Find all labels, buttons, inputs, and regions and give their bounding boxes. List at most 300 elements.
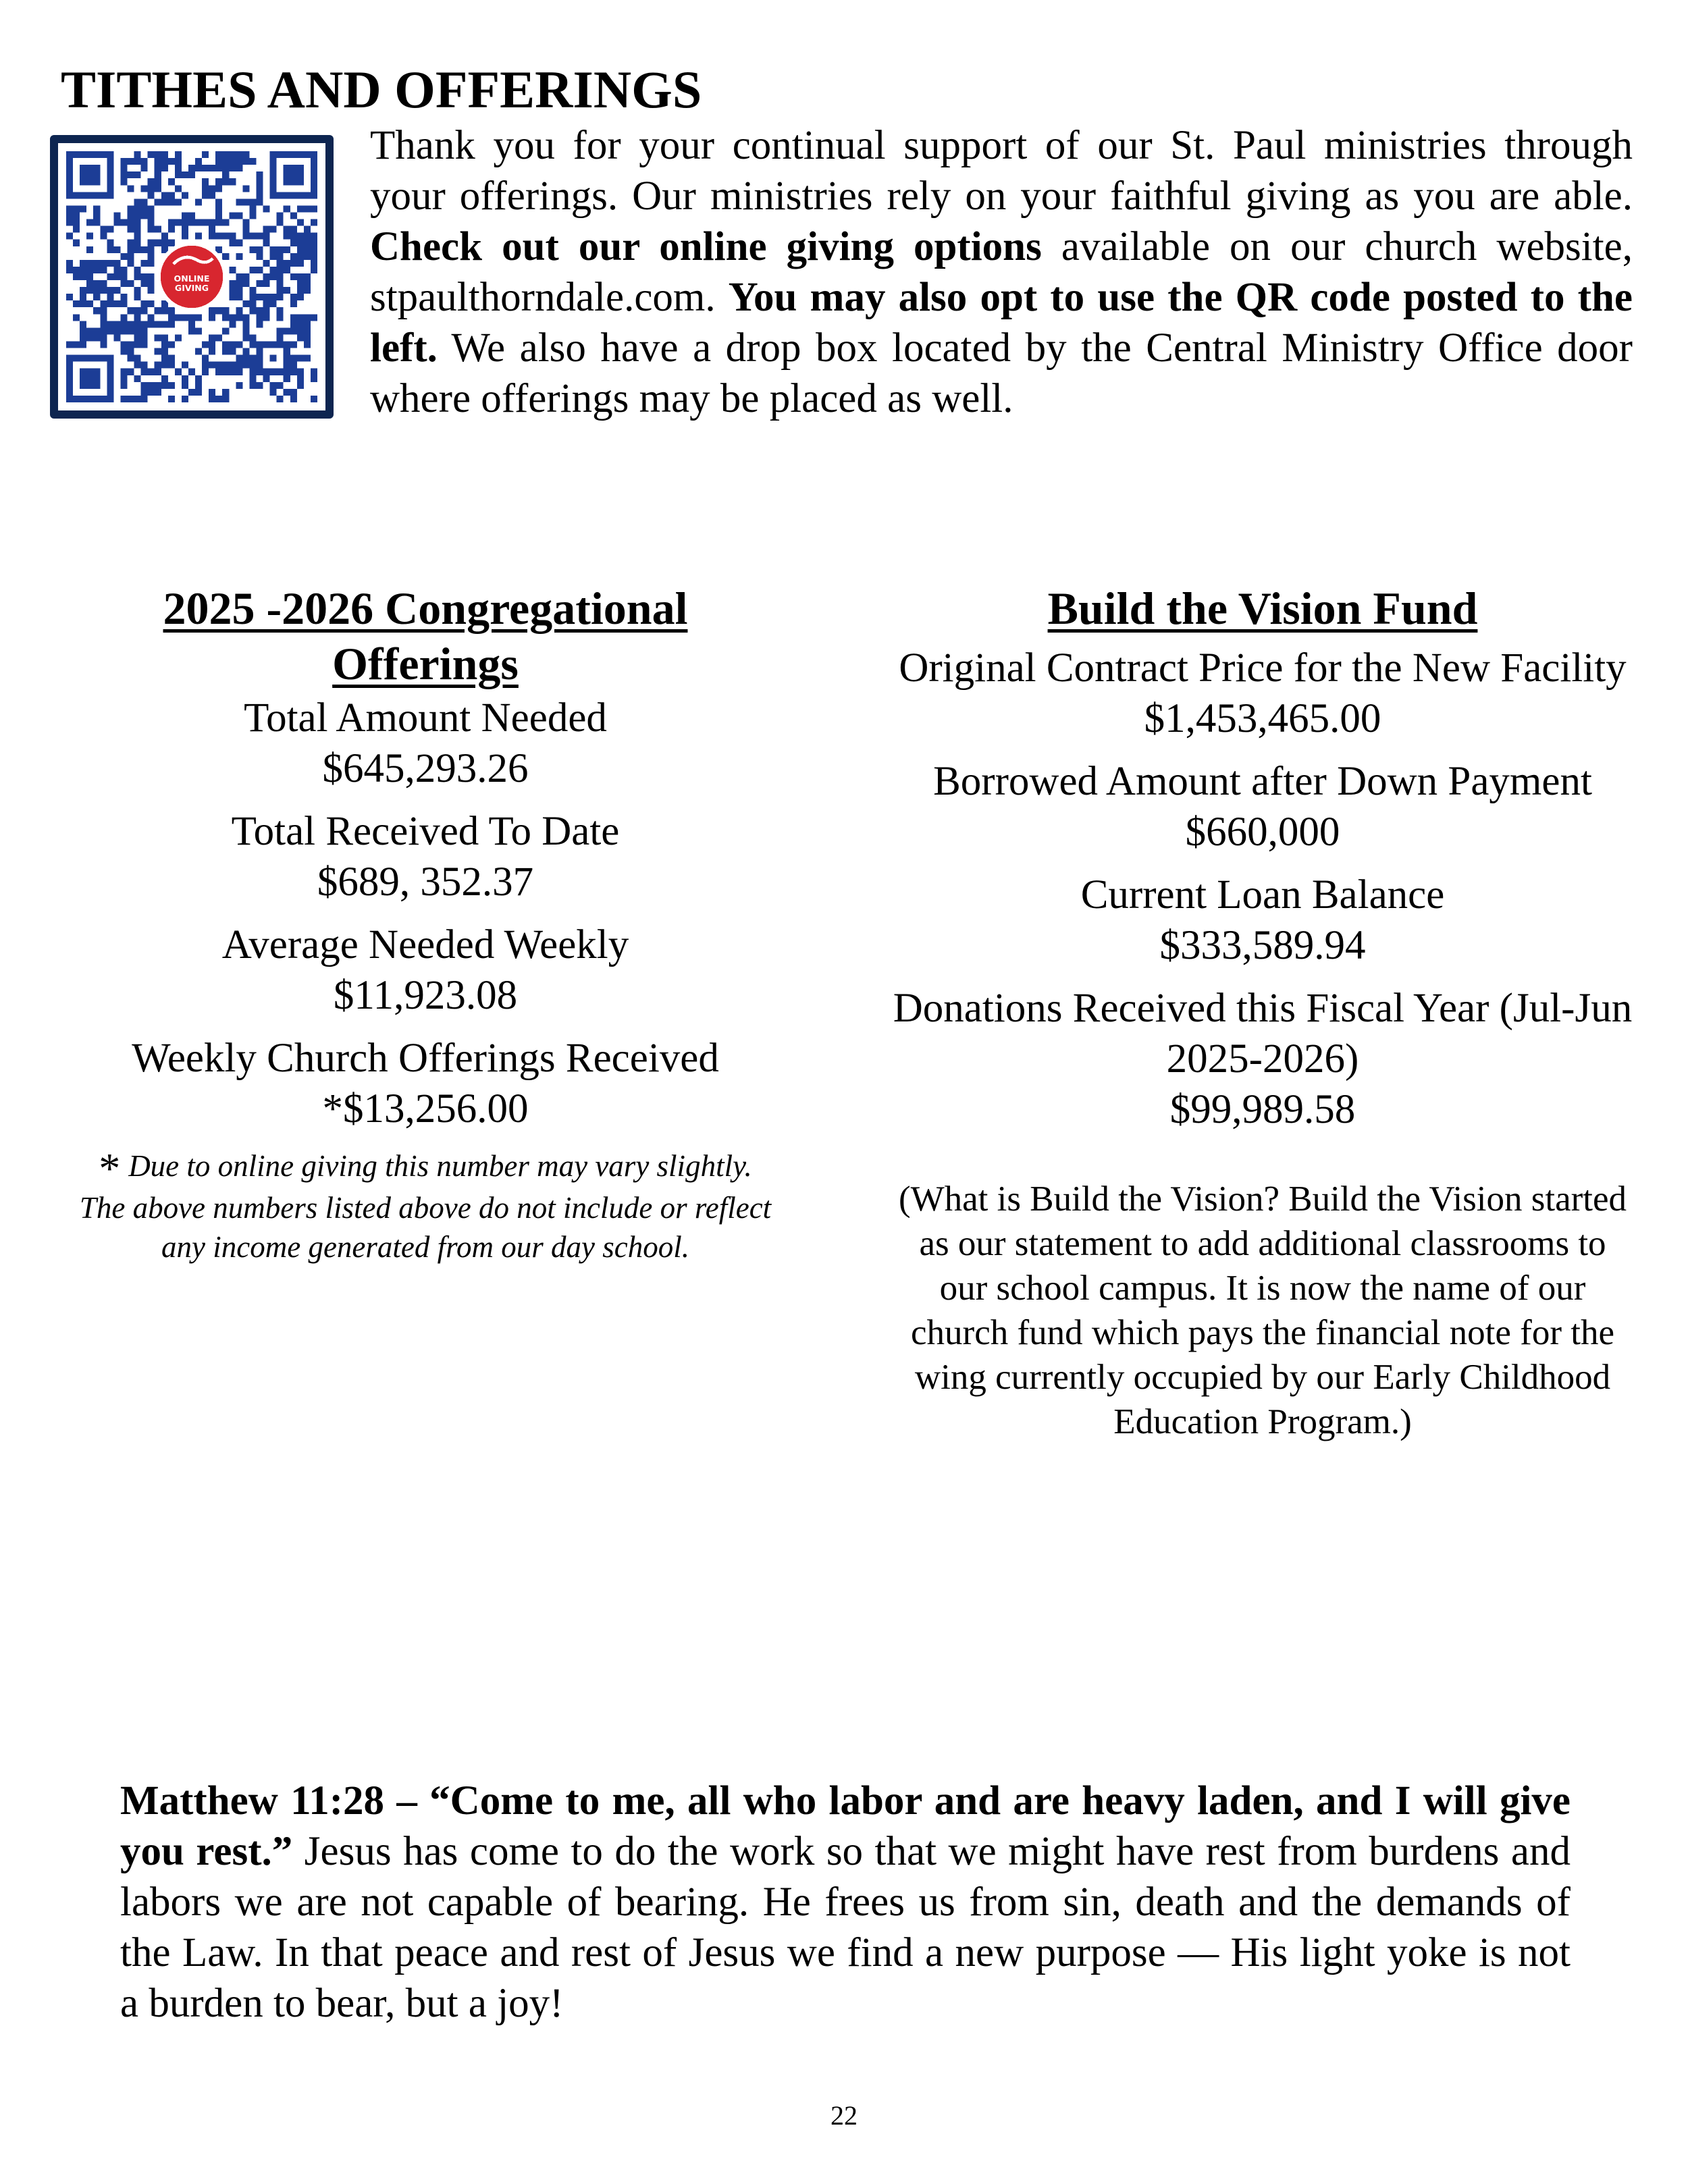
qr-module [215,396,222,402]
qr-module [168,158,175,165]
qr-module [148,151,155,158]
qr-module [148,253,155,260]
qr-module [304,334,311,341]
qr-module [120,294,127,300]
qr-module [120,158,127,165]
qr-module [93,334,100,341]
qr-module [134,396,141,402]
stat-donations-received [891,983,1634,1135]
qr-module [263,205,270,212]
qr-module [249,205,256,212]
qr-module [93,205,100,212]
qr-module [297,334,304,341]
qr-module [134,314,141,321]
qr-module [86,334,93,341]
qr-module [222,171,229,178]
qr-module [80,334,86,341]
qr-module [134,158,141,165]
qr-module [195,158,202,165]
qr-code-image [66,151,317,402]
qr-module [182,226,188,233]
qr-module [148,212,155,219]
qr-module [148,389,155,396]
qr-module [202,355,209,362]
qr-module [73,205,80,212]
qr-module [249,369,256,375]
qr-module [100,287,107,294]
qr-module [297,280,304,287]
qr-module [86,233,93,240]
qr-module [222,307,229,314]
qr-module [113,267,120,273]
qr-module [195,165,202,171]
qr-module [277,273,284,280]
stat-label: Weekly Church Offerings Received [132,1036,719,1081]
qr-module [127,246,134,253]
qr-module [263,307,270,314]
qr-module [93,287,100,294]
qr-module [209,226,215,233]
qr-module [215,185,222,192]
qr-module [141,185,148,192]
qr-module [80,205,86,212]
qr-module [222,362,229,369]
qr-module [86,267,93,273]
qr-module [257,171,263,178]
qr-module [257,185,263,192]
qr-module [215,205,222,212]
qr-module [188,165,195,171]
qr-module [270,389,277,396]
qr-module [304,342,311,348]
qr-module [148,273,155,280]
qr-module [86,219,93,226]
qr-module [304,205,311,212]
qr-module [161,334,168,341]
qr-module [100,334,107,341]
qr-module [161,362,168,369]
qr-module [134,287,141,294]
qr-module [148,369,155,375]
qr-module [215,369,222,375]
qr-module [229,240,236,246]
qr-module [188,212,195,219]
qr-module [141,382,148,389]
qr-module [188,389,195,396]
qr-module [73,240,80,246]
stat-value: $660,000 [1185,809,1340,855]
qr-module [249,287,256,294]
qr-module [155,382,161,389]
qr-module [113,273,120,280]
qr-module [284,233,290,240]
qr-module [229,348,236,355]
qr-module [107,246,113,253]
qr-module [249,355,256,362]
qr-module [304,280,311,287]
qr-module [236,362,242,369]
qr-module [80,267,86,273]
qr-module [270,294,277,300]
stat-label: Total Received To Date [231,809,620,854]
qr-module [113,300,120,307]
qr-module [175,334,182,341]
qr-module [277,267,284,273]
qr-module [236,294,242,300]
qr-module [182,171,188,178]
intro-text-2: available on our church website, stpaulthorndale.com. [370,224,1633,320]
qr-module [222,178,229,185]
qr-module [168,219,175,226]
qr-module [66,205,73,212]
qr-module [297,327,304,334]
qr-module [257,267,263,273]
qr-module [209,219,215,226]
stat-value: $645,293.26 [322,746,529,791]
qr-module [242,362,249,369]
qr-module [175,158,182,165]
qr-module [134,327,141,334]
qr-module [222,348,229,355]
qr-module [148,226,155,233]
qr-module [270,267,277,273]
qr-module [215,219,222,226]
qr-module [120,348,127,355]
qr-module [263,314,270,321]
qr-module [93,294,100,300]
qr-module [304,253,311,260]
qr-module [249,158,256,165]
qr-module [195,198,202,205]
qr-module [290,321,297,327]
qr-module [297,314,304,321]
qr-module [311,205,317,212]
qr-module [202,151,209,158]
qr-module [127,260,134,267]
qr-module [209,307,215,314]
qr-module [290,226,297,233]
qr-module [127,212,134,219]
qr-module [257,233,263,240]
qr-module [304,273,311,280]
qr-module [100,342,107,348]
qr-module [290,273,297,280]
qr-module [242,226,249,233]
qr-module [188,327,195,334]
vision-explanation: (What is Build the Vision? Build the Vision started as our statement to add additional classrooms to our school campus. It is now the name of our church fund which pays the financial note for the wing currently occupied by our Early Childhood Education Program.) [898,1179,1627,1441]
qr-module [257,198,263,205]
qr-module [249,300,256,307]
qr-module [215,165,222,171]
qr-module [86,287,93,294]
qr-module [148,300,155,307]
qr-module [222,389,229,396]
qr-module [263,375,270,382]
offerings-footnote [74,1146,776,1267]
qr-module [236,253,242,260]
qr-module [148,192,155,198]
qr-module [277,307,284,314]
qr-module [222,158,229,165]
qr-module [168,362,175,369]
qr-module [209,165,215,171]
qr-module [80,165,100,185]
qr-module [141,369,148,375]
footnote-text: Due to online giving this number may vary slightly. The above numbers listed above do not include or reflect any income generated from our day school. [79,1149,772,1264]
qr-module [113,321,120,327]
stat-value: $333,589.94 [1159,923,1366,968]
qr-module [161,348,168,355]
qr-module [195,348,202,355]
qr-module [161,192,168,198]
qr-module [120,327,127,334]
stat-label: Donations Received this Fiscal Year (Jul-Jun 2025-2026) [893,986,1633,1082]
qr-module [141,396,148,402]
qr-module [120,219,127,226]
congregational-offerings-section [74,581,776,1267]
qr-module [311,219,317,226]
qr-module [93,327,100,334]
qr-module [127,240,134,246]
qr-module [277,327,284,334]
qr-module [161,240,168,246]
qr-module [80,273,86,280]
qr-module [80,369,100,389]
qr-module [86,246,93,253]
qr-module [236,382,242,389]
qr-module [304,240,311,246]
qr-module [168,307,175,314]
qr-module [209,389,215,396]
qr-module [107,300,113,307]
qr-module [93,219,100,226]
qr-module [202,178,209,185]
qr-module [127,226,134,233]
qr-module [297,355,304,362]
qr-module [277,382,284,389]
qr-module [263,300,270,307]
qr-module [148,280,155,287]
qr-module [134,219,141,226]
qr-module [113,334,120,341]
qr-module [202,369,209,375]
qr-module [66,233,73,240]
qr-module [141,198,148,205]
qr-module [113,219,120,226]
congregational-heading: 2025 -2026 Congregational Offerings [163,583,688,689]
qr-module [249,267,256,273]
qr-module [73,300,80,307]
qr-module [120,375,127,382]
qr-module [222,314,229,321]
qr-module [127,369,134,375]
qr-module [107,240,113,246]
qr-module [229,267,236,273]
qr-module [284,260,290,267]
qr-badge-line2: GIVING [174,283,209,294]
qr-module [257,280,263,287]
qr-module [107,327,113,334]
qr-module [188,219,195,226]
qr-module [236,307,242,314]
qr-module [188,321,195,327]
qr-module [263,226,270,233]
qr-module [141,158,148,165]
qr-module [93,260,100,267]
qr-module [229,287,236,294]
vision-heading: Build the Vision Fund [1047,583,1478,634]
qr-module [277,280,284,287]
qr-module [182,362,188,369]
qr-module [148,240,155,246]
qr-module [127,171,134,178]
qr-module [304,321,311,327]
qr-module [73,219,80,226]
qr-module [141,260,148,267]
qr-module [141,246,148,253]
qr-module [127,185,134,192]
qr-module [290,369,297,375]
qr-module [263,240,270,246]
qr-module [284,287,290,294]
qr-module [134,233,141,240]
qr-module [297,294,304,300]
intro-text-1: Thank you for your continual support of our St. Paul ministries through your offerings. Our ministries rely on your faithful giving as you are able. [370,123,1633,219]
qr-module [155,362,161,369]
qr-module [175,151,182,158]
qr-module [229,212,236,219]
qr-module [86,260,93,267]
qr-module [66,294,73,300]
qr-module [290,389,297,396]
qr-module [80,342,86,348]
qr-module [209,185,215,192]
qr-module [120,396,127,402]
qr-module [270,253,277,260]
qr-module [148,382,155,389]
qr-module [284,375,290,382]
qr-module [168,192,175,198]
qr-module [100,307,107,314]
qr-module [120,300,127,307]
qr-module [120,382,127,389]
qr-module [311,267,317,273]
qr-module [93,267,100,273]
qr-module [195,389,202,396]
qr-module [134,240,141,246]
qr-module [209,334,215,341]
qr-module [168,240,175,246]
qr-module [270,355,277,362]
qr-module [290,314,297,321]
qr-module [134,375,141,382]
qr-module [236,240,242,246]
qr-module [249,212,256,219]
qr-module [141,212,148,219]
qr-module [236,369,242,375]
qr-module [284,205,290,212]
qr-module [222,396,229,402]
qr-module [148,287,155,294]
qr-module [229,369,236,375]
asterisk: * [99,1144,121,1192]
qr-module [161,151,168,158]
qr-module [277,246,284,253]
qr-module [290,362,297,369]
qr-module [80,327,86,334]
qr-module [134,151,141,158]
stat-label: Borrowed Amount after Down Payment [933,759,1592,804]
qr-module [168,342,175,348]
qr-module [182,219,188,226]
qr-module [148,185,155,192]
qr-module [134,212,141,219]
qr-module [161,342,168,348]
qr-module [270,382,277,389]
qr-module [73,273,80,280]
qr-module [161,165,168,171]
qr-module [277,334,284,341]
qr-module [93,307,100,314]
qr-module [182,314,188,321]
qr-module [297,382,304,389]
qr-module [161,321,168,327]
qr-module [175,165,182,171]
qr-module [236,287,242,294]
qr-module [134,205,141,212]
qr-module [107,273,113,280]
qr-module [182,375,188,382]
qr-module [284,226,290,233]
qr-module [311,253,317,260]
qr-module [113,212,120,219]
qr-module [242,273,249,280]
qr-module [127,327,134,334]
qr-module [202,185,209,192]
qr-module [249,246,256,253]
qr-module [257,294,263,300]
qr-module [155,369,161,375]
qr-module [284,246,290,253]
stat-weekly-received [74,1033,776,1134]
qr-module [202,342,209,348]
qr-module [155,171,161,178]
qr-module [242,280,249,287]
qr-module [73,342,80,348]
qr-module [229,158,236,165]
qr-module [257,307,263,314]
qr-module [297,273,304,280]
qr-code[interactable] [50,135,334,419]
qr-module [215,233,222,240]
stat-label: Total Amount Needed [244,695,607,741]
qr-module [304,355,311,362]
qr-module [290,294,297,300]
qr-module [229,165,236,171]
qr-module [290,300,297,307]
qr-module [120,273,127,280]
qr-module [120,253,127,260]
qr-module [195,375,202,382]
build-vision-section [891,581,1634,1480]
qr-module [311,233,317,240]
qr-module [249,198,256,205]
qr-module [182,192,188,198]
qr-module [155,334,161,341]
qr-module [134,273,141,280]
qr-module [134,267,141,273]
qr-module [249,382,256,389]
